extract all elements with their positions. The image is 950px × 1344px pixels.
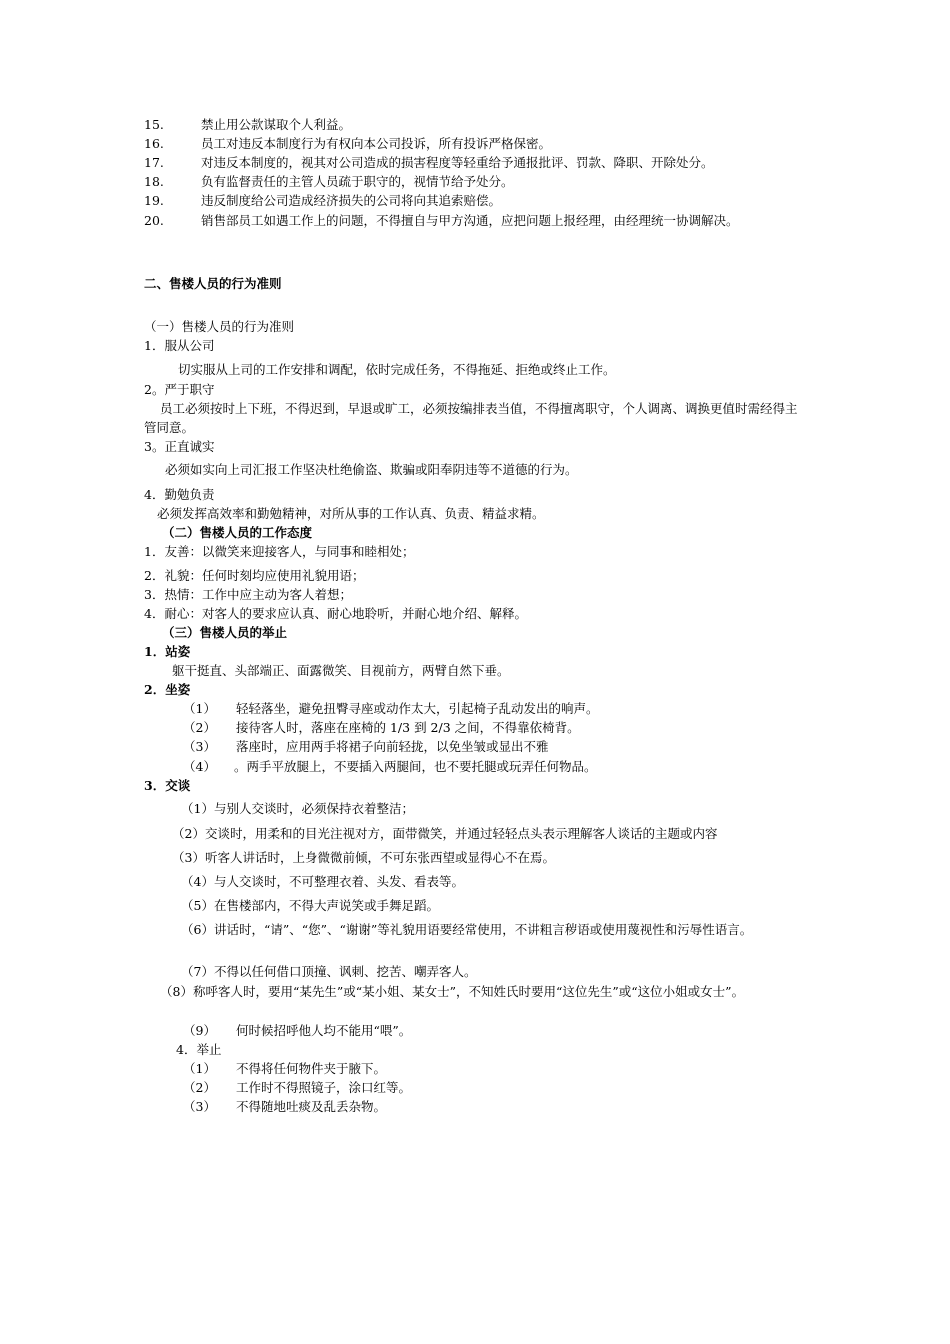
item-heading: 1．站姿 — [144, 644, 191, 659]
talk-item: （5）在售楼部内，不得大声说笑或手舞足蹈。 — [181, 898, 439, 913]
attitude-item: 2．礼貌：任何时刻均应使用礼貌用语； — [144, 568, 365, 583]
rule-number: 19. — [144, 193, 164, 208]
rule-number: 16. — [144, 136, 164, 151]
rule-number: 18. — [144, 174, 164, 189]
subsection-title: （三）售楼人员的举止 — [162, 625, 288, 640]
sit-item-text: 轻轻落坐，避免扭臀寻座或动作太大，引起椅子乱动发出的响声。 — [236, 701, 599, 716]
item-heading: 2．坐姿 — [144, 682, 191, 697]
talk-item: （8）称呼客人时，要用“某先生”或“某小姐、某女士”，不知姓氏时要用“这位先生”或“这位小姐或女士”。 — [160, 984, 745, 999]
item-body: 躯干挺直、头部端正、面露微笑、目视前方，两臂自然下垂。 — [172, 663, 510, 678]
item-heading: 3。正直诚实 — [144, 439, 215, 454]
talk-item: （1）与别人交谈时，必须保持衣着整洁； — [181, 801, 414, 816]
manner-item-text: 不得随地吐痰及乱丢杂物。 — [236, 1099, 387, 1114]
rule-number: 20. — [144, 213, 164, 228]
rule-number: 15. — [144, 117, 164, 132]
sit-item-number: （2） — [183, 720, 216, 735]
rule-number: 17. — [144, 155, 164, 170]
subsection-title: （一）售楼人员的行为准则 — [144, 319, 295, 334]
sit-item-text: 。两手平放腿上，不要插入两腿间，也不要托腿或玩弄任何物品。 — [234, 759, 597, 774]
sit-item-number: （3） — [183, 739, 216, 754]
sit-item-number: （4） — [183, 759, 216, 774]
item-heading: 3．交谈 — [144, 778, 191, 793]
rule-text: 销售部员工如遇工作上的问题，不得擅自与甲方沟通，应把问题上报经理，由经理统一协调解决。 — [201, 213, 739, 228]
talk-item-number: （9） — [183, 1023, 216, 1038]
item-heading: 4．举止 — [176, 1042, 222, 1057]
item-heading: 2。严于职守 — [144, 382, 215, 397]
item-body: 必须如实向上司汇报工作坚决杜绝偷盗、欺骗或阳奉阴违等不道德的行为。 — [165, 462, 578, 477]
talk-item: （6）讲话时，“请”、“您”、“谢谢”等礼貌用语要经常使用，不讲粗言秽语或使用蔑视性和污辱性语言。 — [181, 922, 753, 937]
talk-item-text: 何时候招呼他人均不能用“喂”。 — [236, 1023, 412, 1038]
rule-text: 负有监督责任的主管人员疏于职守的，视情节给予处分。 — [201, 174, 514, 189]
item-heading: 1．服从公司 — [144, 338, 215, 353]
sit-item-text: 落座时，应用两手将裙子向前轻拢，以免坐皱或显出不雅 — [236, 739, 549, 754]
talk-item: （7）不得以任何借口顶撞、讽刺、挖苦、嘲弄客人。 — [181, 964, 477, 979]
section-heading: 二、售楼人员的行为准则 — [144, 276, 282, 291]
rule-text: 员工对违反本制度行为有权向本公司投诉，所有投诉严格保密。 — [201, 136, 552, 151]
talk-item: （3）听客人讲话时，上身微微前倾，不可东张西望或显得心不在焉。 — [172, 850, 555, 865]
attitude-item: 1．友善：以微笑来迎接客人，与同事和睦相处； — [144, 544, 415, 559]
attitude-item: 3．热情：工作中应主动为客人着想； — [144, 587, 352, 602]
subsection-title: （二）售楼人员的工作态度 — [162, 525, 313, 540]
manner-item-number: （2） — [183, 1080, 216, 1095]
talk-item: （2）交谈时，用柔和的目光注视对方，面带微笑，并通过轻轻点头表示理解客人谈话的主题或内容 — [172, 826, 718, 841]
rule-text: 对违反本制度的，视其对公司造成的损害程度等轻重给予通报批评、罚款、降职、开除处分。 — [201, 155, 714, 170]
manner-item-number: （3） — [183, 1099, 216, 1114]
rule-text: 违反制度给公司造成经济损失的公司将向其追索赔偿。 — [201, 193, 502, 208]
manner-item-number: （1） — [183, 1061, 216, 1076]
rule-text: 禁止用公款谋取个人利益。 — [201, 117, 352, 132]
item-body: 必须发挥高效率和勤勉精神，对所从事的工作认真、负责、精益求精。 — [157, 506, 545, 521]
talk-item: （4）与人交谈时，不可整理衣着、头发、看表等。 — [181, 874, 464, 889]
item-heading: 4．勤勉负责 — [144, 487, 215, 502]
sit-item-text: 接待客人时，落座在座椅的 1/3 到 2/3 之间，不得靠依椅背。 — [236, 720, 580, 735]
manner-item-text: 工作时不得照镜子，涂口红等。 — [236, 1080, 412, 1095]
attitude-item: 4．耐心：对客人的要求应认真、耐心地聆听，并耐心地介绍、解释。 — [144, 606, 527, 621]
manner-item-text: 不得将任何物件夹于腋下。 — [236, 1061, 387, 1076]
sit-item-number: （1） — [183, 701, 216, 716]
item-body: 切实服从上司的工作安排和调配，依时完成任务，不得拖延、拒绝或终止工作。 — [178, 362, 616, 377]
item-body: 员工必须按时上下班，不得迟到，早退或旷工，必须按编排表当值，不得擅离职守，个人调离、调换更值时需经得主管同意。 — [144, 401, 798, 435]
